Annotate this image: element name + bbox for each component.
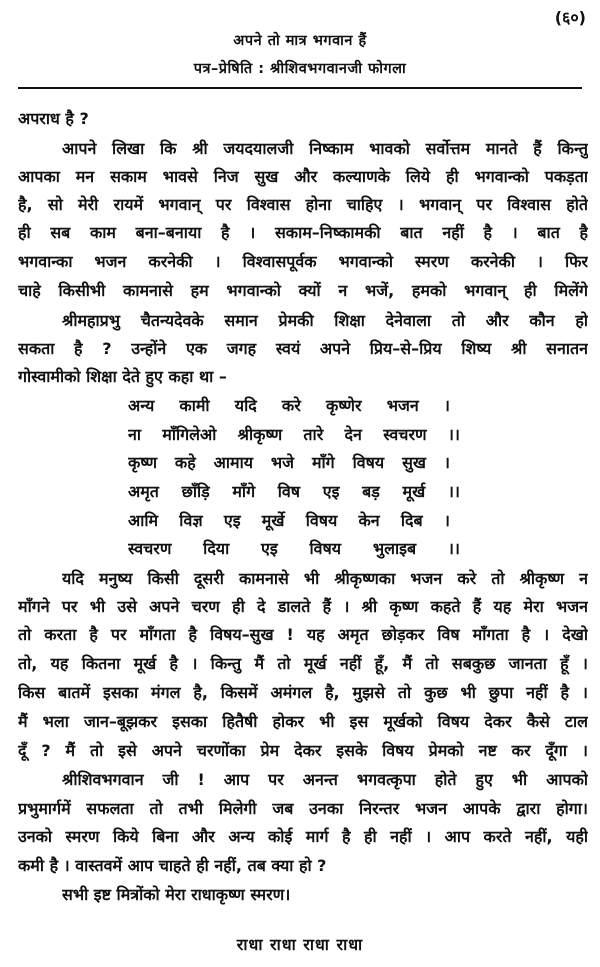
- paragraph-1-line: भगवान्का भजन करनेकी । विश्वासपूर्वक भगवान्को स्मरण करनेकी । फिर: [18, 252, 588, 271]
- paragraph-1-line: ही सब काम बना–बनाया है । सकाम–निष्कामकी बात नहीं है । बात है: [18, 223, 588, 242]
- paragraph-3-line: दूँ ? मैं तो इसे अपने चरणोंका प्रेम देकर इसके विषय प्रेमको नष्ट कर दूँगा ।: [18, 741, 588, 760]
- paragraph-4-line: प्रभुमार्गमें सफलता तो तभी मिलेगी जब उनका निरन्तर भजन आपके द्वारा होगा।: [18, 799, 588, 818]
- paragraph-1-line: है, सो मेरी रायमें भगवान् पर विश्वास होना चाहिए । भगवान् पर विश्वास होते: [18, 195, 588, 214]
- paragraph-2-line: गोस्वामीको शिक्षा देते हुए कहा था –: [18, 367, 227, 386]
- paragraph-1-line: आपने लिखा कि श्री जयदयालजी निष्काम भावको सर्वोत्तम मानते हैं किन्तु: [62, 139, 588, 158]
- paragraph-3-line: तो, यह कितना मूर्ख है । किन्तु मैं तो मूर्ख नहीं हूँ, मैं तो सबकुछ जानता हूँ ।: [18, 654, 588, 673]
- paragraph-2-line: श्रीमहाप्रभु चैतन्यदेवके समान प्रेमकी शिक्षा देनेवाला तो और कौन हो: [62, 311, 588, 330]
- opening-line: अपराध है ?: [18, 109, 89, 128]
- paragraph-3-line: तो करता है पर माँगता है विषय–सुख ! यह अमृत छोड़कर विष माँगता है । देखो: [18, 625, 588, 644]
- page-number: (६०): [554, 8, 586, 27]
- verse-line: अमृत छाँड़ि माँगे विष एइ बड़ मूर्ख ।।: [128, 482, 460, 501]
- header-divider: [18, 87, 582, 89]
- verse-line: कृष्ण कहे आमाय भजे माँगे विषय सुख ।: [128, 453, 450, 472]
- paragraph-4-line: उनको स्मरण किये बिना और अन्य कोई मार्ग है ही नहीं । आप करते नहीं, यही: [18, 827, 588, 846]
- paragraph-3-line: यदि मनुष्य किसी दूसरी कामनासे भी श्रीकृष्णका भजन करे तो श्रीकृष्ण न: [62, 569, 588, 588]
- paragraph-1-line: चाहे किसीभी कामनासे हम भगवान्को क्यों न भजें, हमको भगवान् ही मिलेंगे: [18, 281, 588, 300]
- paragraph-4-line: श्रीशिवभगवान जी ! आप पर अनन्त भगवत्कृपा होते हुए भी आपको: [62, 770, 588, 789]
- page-title: अपने तो मात्र भगवान हैं: [233, 33, 367, 49]
- verse-line: अन्य कामी यदि करे कृष्णेर भजन ।: [128, 396, 450, 415]
- paragraph-3-line: माँगने पर भी उसे अपने चरण ही दे डालते हैं । श्री कृष्ण कहते हैं यह मेरा भजन: [18, 597, 588, 616]
- verse-line: आमि विज्ञ एइ मूर्खे विषय केन दिब ।: [128, 511, 450, 530]
- paragraph-4-line: कमी है । वास्तवमें आप चाहते ही नहीं, तब क्या हो ?: [18, 856, 327, 875]
- greeting-line: सभी इष्ट मित्रोंको मेरा राधाकृष्ण स्मरण।: [62, 885, 291, 904]
- verse-line: स्वचरण दिया एइ विषय भुलाइब ।।: [128, 539, 460, 558]
- paragraph-2-line: सकता है ? उन्होंने एक जगह स्वयं अपने प्रिय–से–प्रिय शिष्य श्री सनातन: [18, 339, 588, 358]
- closing-line: राधा राधा राधा राधा: [236, 935, 364, 954]
- verse-line: ना माँगिलेओ श्रीकृष्ण तारे देन स्वचरण ।।: [128, 425, 460, 444]
- letter-recipient: पत्र–प्रेषिति : श्रीशिवभगवानजी फोगला: [193, 61, 407, 77]
- paragraph-3-line: किस बातमें इसका मंगल है, किसमें अमंगल है, मुझसे तो कुछ भी छुपा नहीं है ।: [18, 683, 588, 702]
- paragraph-1-line: आपका मन सकाम भावसे निज सुख और कल्याणके लिये ही भगवान्को पकड़ता: [18, 167, 588, 186]
- paragraph-3-line: मैं भला जान–बूझकर इसका हितैषी होकर भी इस मूर्खको विषय देकर कैसे टाल: [18, 712, 588, 731]
